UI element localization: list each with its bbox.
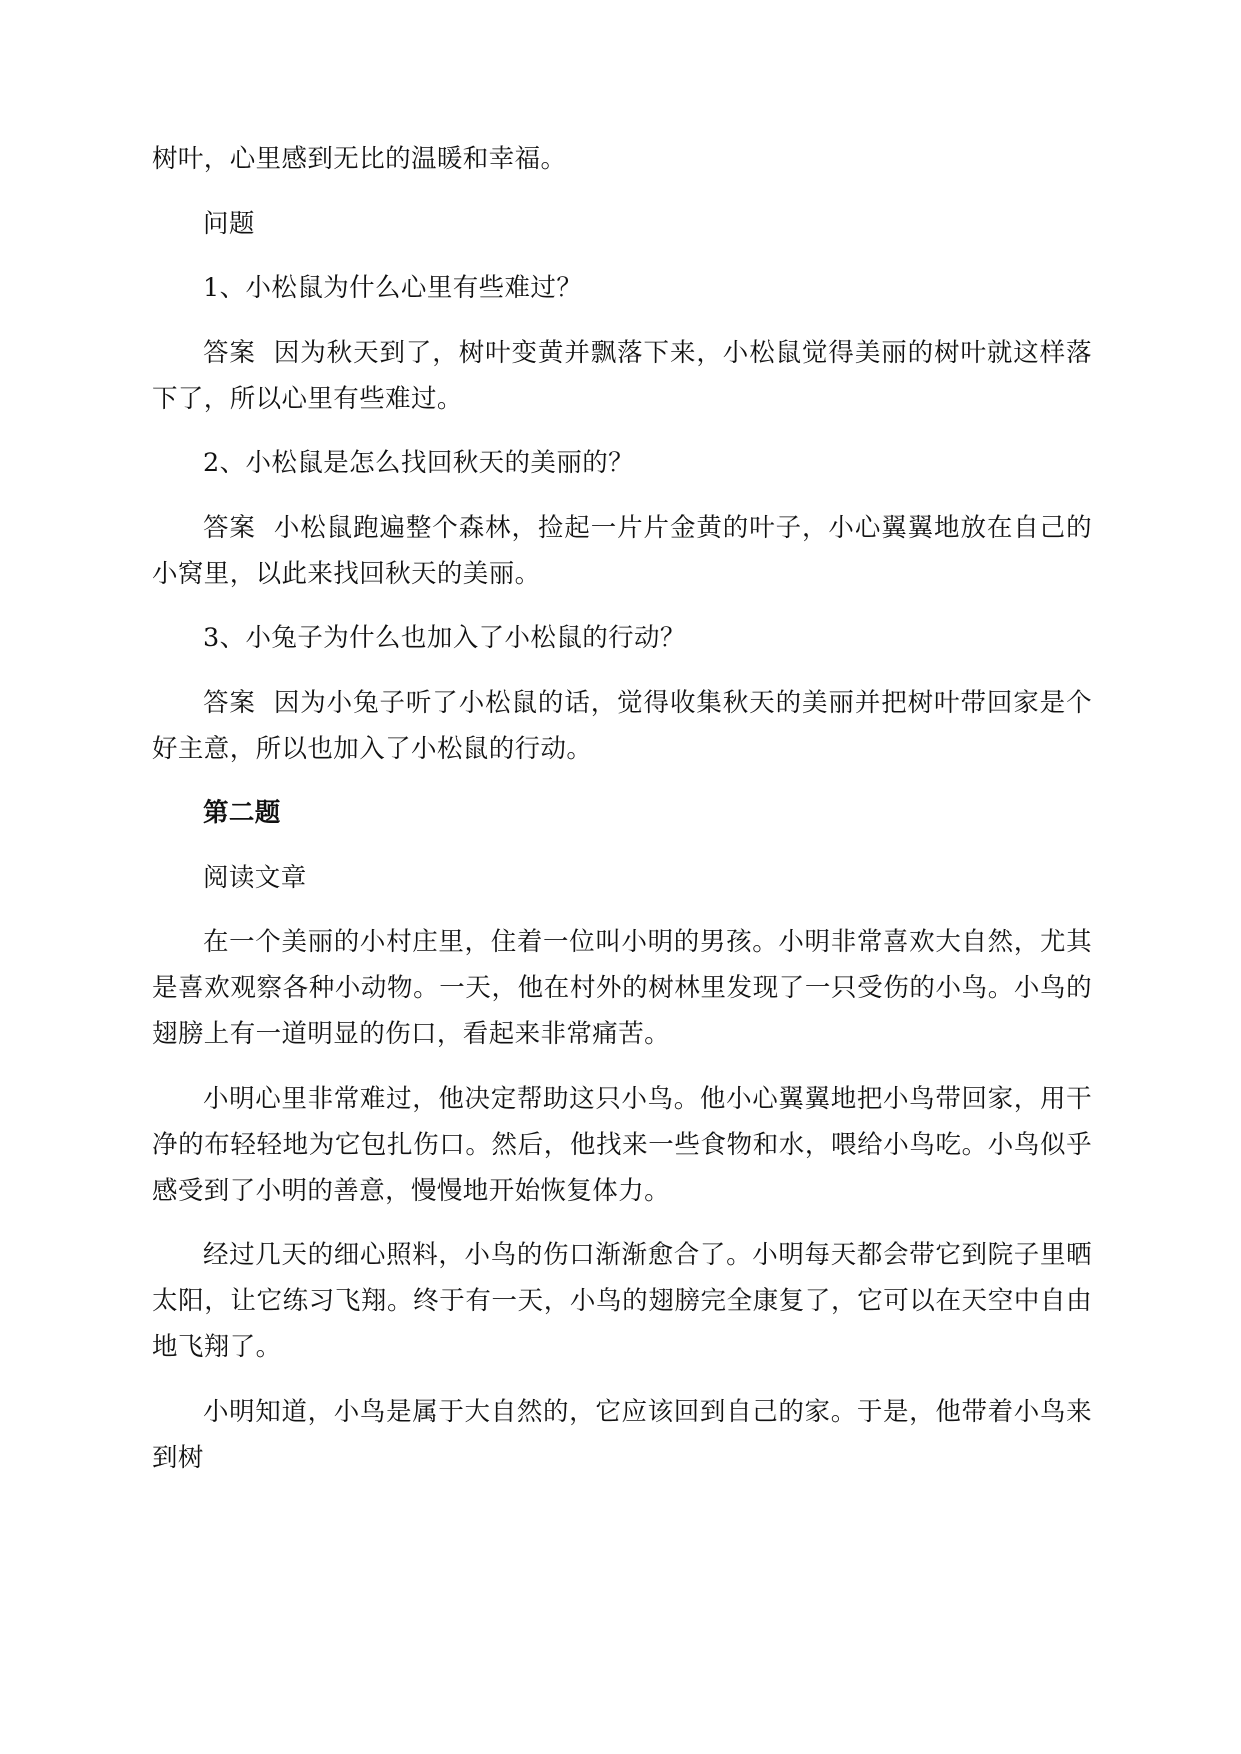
article-paragraph-2: 小明心里非常难过，他决定帮助这只小鸟。他小心翼翼地把小鸟带回家，用干净的布轻轻地为它包扎伤口。然后，他找来一些食物和水，喂给小鸟吃。小鸟似乎感受到了小明的善意，慢慢地开始恢复体力。 bbox=[152, 1083, 1092, 1206]
article-paragraph-1: 在一个美丽的小村庄里，住着一位叫小明的男孩。小明非常喜欢大自然，尤其是喜欢观察各种小动物。一天，他在村外的树林里发现了一只受伤的小鸟。小鸟的翅膀上有一道明显的伤口，看起来非常痛苦。 bbox=[152, 927, 1092, 1049]
answer-2: 答案 小松鼠跑遍整个森林，捡起一片片金黄的叶子，小心翼翼地放在自己的小窝里，以此来找回秋天的美丽。 bbox=[152, 512, 1092, 589]
document-page bbox=[152, 136, 1092, 1499]
question-3: 3、小兔子为什么也加入了小松鼠的行动？ bbox=[203, 623, 686, 653]
answer-1: 答案 因为秋天到了，树叶变黄并飘落下来，小松鼠觉得美丽的树叶就这样落下了，所以心里有些难过。 bbox=[152, 337, 1092, 414]
section-heading-part-two: 第二题 bbox=[203, 798, 281, 828]
question-1: 1、小松鼠为什么心里有些难过？ bbox=[203, 273, 583, 303]
article-paragraph-3: 经过几天的细心照料，小鸟的伤口渐渐愈合了。小明每天都会带它到院子里晒太阳，让它练习飞翔。终于有一天，小鸟的翅膀完全康复了，它可以在天空中自由地飞翔了。 bbox=[152, 1240, 1092, 1362]
answer-3: 答案 因为小兔子听了小松鼠的话，觉得收集秋天的美丽并把树叶带回家是个好主意，所以也加入了小松鼠的行动。 bbox=[152, 687, 1092, 764]
paragraph-continuation: 树叶，心里感到无比的温暖和幸福。 bbox=[152, 144, 567, 174]
question-2: 2、小松鼠是怎么找回秋天的美丽的？ bbox=[203, 448, 635, 478]
heading-read-article: 阅读文章 bbox=[203, 862, 307, 893]
article-paragraph-4: 小明知道，小鸟是属于大自然的，它应该回到自己的家。于是，他带着小鸟来到树 bbox=[152, 1396, 1092, 1473]
heading-questions: 问题 bbox=[203, 208, 255, 239]
